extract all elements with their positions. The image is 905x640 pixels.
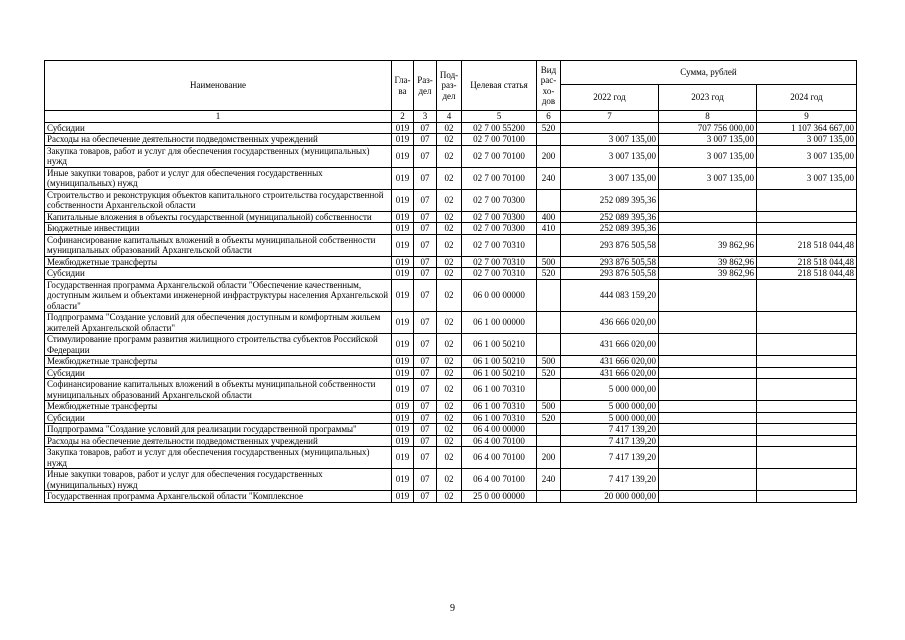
row-sum-2022: 444 083 159,20	[561, 279, 659, 312]
row-podrazdel: 02	[437, 167, 462, 189]
row-podrazdel: 02	[437, 312, 462, 334]
row-razdel: 07	[414, 268, 437, 280]
row-target: 02 7 00 70100	[462, 134, 537, 146]
row-name: Расходы на обеспечение деятельности подведомственных учреждений	[45, 134, 392, 146]
row-razdel: 07	[414, 491, 437, 503]
row-target: 06 1 00 70310	[462, 379, 537, 401]
row-vid: 520	[537, 268, 561, 280]
row-sum-2024	[757, 379, 857, 401]
table-row	[45, 167, 857, 189]
row-vid	[537, 491, 561, 503]
column-number: 2	[392, 111, 414, 123]
row-sum-2022: 3 007 135,00	[561, 167, 659, 189]
row-sum-2024	[757, 312, 857, 334]
row-glava: 019	[392, 435, 414, 447]
row-target: 02 7 00 70310	[462, 268, 537, 280]
row-name: Субсидии	[45, 268, 392, 280]
row-glava: 019	[392, 134, 414, 146]
row-name: Строительство и реконструкция объектов капитального строительства государственной собственности Архангельской области	[45, 189, 392, 211]
row-podrazdel: 02	[437, 145, 462, 167]
row-sum-2024: 3 007 135,00	[757, 145, 857, 167]
row-target: 06 1 00 50210	[462, 356, 537, 368]
table-row	[45, 223, 857, 235]
row-sum-2022: 293 876 505,58	[561, 268, 659, 280]
row-target: 02 7 00 70300	[462, 211, 537, 223]
row-sum-2024: 218 518 044,48	[757, 268, 857, 280]
row-target: 02 7 00 70310	[462, 256, 537, 268]
table-row	[45, 234, 857, 256]
row-podrazdel: 02	[437, 367, 462, 379]
table-body	[45, 122, 857, 502]
row-glava: 019	[392, 145, 414, 167]
table-row	[45, 122, 857, 134]
row-glava: 019	[392, 256, 414, 268]
row-glava: 019	[392, 268, 414, 280]
row-razdel: 07	[414, 469, 437, 491]
row-sum-2022: 7 417 139,20	[561, 447, 659, 469]
row-razdel: 07	[414, 223, 437, 235]
row-sum-2023	[659, 312, 757, 334]
row-podrazdel: 02	[437, 134, 462, 146]
row-razdel: 07	[414, 412, 437, 424]
table-row	[45, 469, 857, 491]
row-vid	[537, 312, 561, 334]
row-name: Субсидии	[45, 412, 392, 424]
row-glava: 019	[392, 223, 414, 235]
row-glava: 019	[392, 469, 414, 491]
table-row	[45, 424, 857, 436]
column-number: 8	[659, 111, 757, 123]
row-sum-2024: 218 518 044,48	[757, 256, 857, 268]
header-podrazdel: Под-раз-дел	[437, 61, 462, 111]
header-2023: 2023 год	[659, 85, 757, 111]
column-number: 1	[45, 111, 392, 123]
row-sum-2024	[757, 356, 857, 368]
row-glava: 019	[392, 447, 414, 469]
row-target: 06 0 00 00000	[462, 279, 537, 312]
row-vid: 520	[537, 367, 561, 379]
row-sum-2022: 431 666 020,00	[561, 367, 659, 379]
row-razdel: 07	[414, 122, 437, 134]
row-name: Подпрограмма "Создание условий для обеспечения доступным и комфортным жильем жителей Архангельской области"	[45, 312, 392, 334]
row-sum-2024	[757, 223, 857, 235]
row-sum-2023: 3 007 135,00	[659, 134, 757, 146]
row-sum-2024: 3 007 135,00	[757, 134, 857, 146]
row-name: Государственная программа Архангельской области "Комплексное	[45, 491, 392, 503]
row-sum-2022: 293 876 505,58	[561, 234, 659, 256]
row-glava: 019	[392, 334, 414, 356]
table-row	[45, 256, 857, 268]
row-glava: 019	[392, 279, 414, 312]
row-vid: 520	[537, 122, 561, 134]
row-sum-2024	[757, 424, 857, 436]
row-glava: 019	[392, 211, 414, 223]
row-sum-2024: 3 007 135,00	[757, 167, 857, 189]
row-target: 06 1 00 70310	[462, 401, 537, 413]
row-sum-2022: 5 000 000,00	[561, 412, 659, 424]
row-podrazdel: 02	[437, 447, 462, 469]
page-number: 9	[450, 603, 455, 614]
row-sum-2023: 39 862,96	[659, 256, 757, 268]
header-glava: Гла-ва	[392, 61, 414, 111]
row-razdel: 07	[414, 401, 437, 413]
table-row	[45, 401, 857, 413]
column-number: 6	[537, 111, 561, 123]
header-2024: 2024 год	[757, 85, 857, 111]
row-vid: 200	[537, 447, 561, 469]
row-sum-2024	[757, 401, 857, 413]
row-sum-2023	[659, 334, 757, 356]
column-number: 7	[561, 111, 659, 123]
row-podrazdel: 02	[437, 268, 462, 280]
row-sum-2024: 218 518 044,48	[757, 234, 857, 256]
row-vid: 200	[537, 145, 561, 167]
row-vid: 500	[537, 401, 561, 413]
row-podrazdel: 02	[437, 211, 462, 223]
row-sum-2023	[659, 401, 757, 413]
row-sum-2024	[757, 491, 857, 503]
row-razdel: 07	[414, 447, 437, 469]
row-name: Субсидии	[45, 122, 392, 134]
row-sum-2022: 293 876 505,58	[561, 256, 659, 268]
row-podrazdel: 02	[437, 334, 462, 356]
table-row	[45, 367, 857, 379]
row-vid	[537, 279, 561, 312]
row-sum-2023	[659, 447, 757, 469]
table-row	[45, 334, 857, 356]
row-podrazdel: 02	[437, 491, 462, 503]
row-podrazdel: 02	[437, 469, 462, 491]
row-sum-2023: 39 862,96	[659, 234, 757, 256]
row-name: Закупка товаров, работ и услуг для обеспечения государственных (муниципальных) нужд	[45, 145, 392, 167]
row-name: Софинансирование капитальных вложений в объекты муниципальной собственности муниципальных образований Архангельской области	[45, 234, 392, 256]
row-sum-2022: 5 000 000,00	[561, 379, 659, 401]
row-razdel: 07	[414, 367, 437, 379]
row-target: 02 7 00 70300	[462, 223, 537, 235]
row-sum-2024	[757, 412, 857, 424]
column-number: 9	[757, 111, 857, 123]
row-sum-2024	[757, 435, 857, 447]
row-podrazdel: 02	[437, 279, 462, 312]
row-podrazdel: 02	[437, 435, 462, 447]
table-row	[45, 211, 857, 223]
row-glava: 019	[392, 312, 414, 334]
row-vid: 400	[537, 211, 561, 223]
row-name: Бюджетные инвестиции	[45, 223, 392, 235]
row-target: 02 7 00 70100	[462, 167, 537, 189]
row-sum-2024: 1 107 364 667,00	[757, 122, 857, 134]
header-razdel: Раз-дел	[414, 61, 437, 111]
row-vid: 520	[537, 412, 561, 424]
row-name: Капитальные вложения в объекты государственной (муниципальной) собственности	[45, 211, 392, 223]
row-sum-2022: 7 417 139,20	[561, 424, 659, 436]
row-razdel: 07	[414, 356, 437, 368]
table-row	[45, 268, 857, 280]
row-sum-2022: 20 000 000,00	[561, 491, 659, 503]
row-name: Иные закупки товаров, работ и услуг для обеспечения государственных (муниципальных) нужд	[45, 167, 392, 189]
row-glava: 019	[392, 424, 414, 436]
row-razdel: 07	[414, 379, 437, 401]
row-vid	[537, 435, 561, 447]
table-row	[45, 189, 857, 211]
row-target: 25 0 00 00000	[462, 491, 537, 503]
row-glava: 019	[392, 379, 414, 401]
row-podrazdel: 02	[437, 234, 462, 256]
column-number-row	[45, 111, 857, 123]
row-podrazdel: 02	[437, 412, 462, 424]
table-row	[45, 356, 857, 368]
row-target: 06 1 00 00000	[462, 312, 537, 334]
row-name: Государственная программа Архангельской области "Обеспечение качественным, доступным жильем и объектами инженерной инфраструктуры населения Архангельской области"	[45, 279, 392, 312]
row-sum-2024	[757, 469, 857, 491]
row-sum-2023	[659, 412, 757, 424]
row-sum-2023	[659, 435, 757, 447]
header-target: Целевая статья	[462, 61, 537, 111]
row-target: 06 1 00 50210	[462, 334, 537, 356]
header-sum: Сумма, рублей	[561, 61, 857, 85]
row-name: Закупка товаров, работ и услуг для обеспечения государственных (муниципальных) нужд	[45, 447, 392, 469]
row-sum-2024	[757, 189, 857, 211]
row-target: 06 1 00 70310	[462, 412, 537, 424]
row-sum-2022: 252 089 395,36	[561, 223, 659, 235]
row-glava: 019	[392, 491, 414, 503]
row-target: 06 4 00 70100	[462, 469, 537, 491]
row-podrazdel: 02	[437, 379, 462, 401]
row-sum-2023: 39 862,96	[659, 268, 757, 280]
row-podrazdel: 02	[437, 401, 462, 413]
row-podrazdel: 02	[437, 122, 462, 134]
row-sum-2023: 707 756 000,00	[659, 122, 757, 134]
budget-table	[44, 60, 857, 503]
row-razdel: 07	[414, 134, 437, 146]
row-razdel: 07	[414, 279, 437, 312]
row-vid	[537, 234, 561, 256]
table-row	[45, 412, 857, 424]
table-row	[45, 279, 857, 312]
row-sum-2022: 3 007 135,00	[561, 134, 659, 146]
row-sum-2022: 436 666 020,00	[561, 312, 659, 334]
row-sum-2024	[757, 279, 857, 312]
header-vid: Вид рас-хо-дов	[537, 61, 561, 111]
row-glava: 019	[392, 412, 414, 424]
row-sum-2023	[659, 367, 757, 379]
row-vid: 240	[537, 167, 561, 189]
row-vid	[537, 424, 561, 436]
row-target: 02 7 00 55200	[462, 122, 537, 134]
row-sum-2022: 431 666 020,00	[561, 356, 659, 368]
row-glava: 019	[392, 356, 414, 368]
row-vid: 240	[537, 469, 561, 491]
row-sum-2022: 431 666 020,00	[561, 334, 659, 356]
row-glava: 019	[392, 167, 414, 189]
header-name: Наименование	[45, 61, 392, 111]
row-sum-2023	[659, 223, 757, 235]
row-glava: 019	[392, 189, 414, 211]
row-name: Межбюджетные трансферты	[45, 256, 392, 268]
row-glava: 019	[392, 122, 414, 134]
row-name: Иные закупки товаров, работ и услуг для обеспечения государственных (муниципальных) нужд	[45, 469, 392, 491]
row-sum-2024	[757, 334, 857, 356]
table-row	[45, 435, 857, 447]
row-vid: 500	[537, 356, 561, 368]
row-name: Субсидии	[45, 367, 392, 379]
row-razdel: 07	[414, 435, 437, 447]
row-sum-2024	[757, 447, 857, 469]
row-razdel: 07	[414, 424, 437, 436]
row-sum-2022: 7 417 139,20	[561, 435, 659, 447]
row-sum-2023	[659, 424, 757, 436]
row-name: Стимулирование программ развития жилищного строительства субъектов Российской Федерации	[45, 334, 392, 356]
row-podrazdel: 02	[437, 256, 462, 268]
row-sum-2022: 252 089 395,36	[561, 189, 659, 211]
row-podrazdel: 02	[437, 424, 462, 436]
table-row	[45, 491, 857, 503]
row-sum-2023	[659, 379, 757, 401]
row-sum-2023	[659, 469, 757, 491]
row-sum-2023	[659, 189, 757, 211]
row-sum-2022: 5 000 000,00	[561, 401, 659, 413]
row-glava: 019	[392, 234, 414, 256]
table-row	[45, 447, 857, 469]
row-razdel: 07	[414, 145, 437, 167]
row-target: 06 4 00 70100	[462, 447, 537, 469]
row-podrazdel: 02	[437, 356, 462, 368]
row-name: Подпрограмма "Создание условий для реализации государственной программы"	[45, 424, 392, 436]
row-sum-2023	[659, 356, 757, 368]
row-sum-2022	[561, 122, 659, 134]
row-sum-2022: 3 007 135,00	[561, 145, 659, 167]
row-sum-2024	[757, 367, 857, 379]
row-target: 02 7 00 70300	[462, 189, 537, 211]
table-row	[45, 379, 857, 401]
row-razdel: 07	[414, 189, 437, 211]
row-vid	[537, 189, 561, 211]
row-name: Софинансирование капитальных вложений в объекты муниципальной собственности муниципальных образований Архангельской области	[45, 379, 392, 401]
row-sum-2024	[757, 211, 857, 223]
row-vid	[537, 334, 561, 356]
row-target: 06 1 00 50210	[462, 367, 537, 379]
row-razdel: 07	[414, 167, 437, 189]
table-row	[45, 312, 857, 334]
row-target: 02 7 00 70310	[462, 234, 537, 256]
table-row	[45, 134, 857, 146]
row-name: Межбюджетные трансферты	[45, 356, 392, 368]
row-sum-2022: 7 417 139,20	[561, 469, 659, 491]
row-razdel: 07	[414, 234, 437, 256]
row-razdel: 07	[414, 256, 437, 268]
row-sum-2022: 252 089 395,36	[561, 211, 659, 223]
row-podrazdel: 02	[437, 189, 462, 211]
row-glava: 019	[392, 401, 414, 413]
row-sum-2023	[659, 211, 757, 223]
row-vid: 500	[537, 256, 561, 268]
column-number: 4	[437, 111, 462, 123]
header-2022: 2022 год	[561, 85, 659, 111]
column-number: 5	[462, 111, 537, 123]
row-glava: 019	[392, 367, 414, 379]
row-target: 06 4 00 70100	[462, 435, 537, 447]
row-vid: 410	[537, 223, 561, 235]
column-number: 3	[414, 111, 437, 123]
row-razdel: 07	[414, 334, 437, 356]
table-row	[45, 145, 857, 167]
row-razdel: 07	[414, 211, 437, 223]
row-target: 02 7 00 70100	[462, 145, 537, 167]
row-sum-2023	[659, 279, 757, 312]
row-target: 06 4 00 00000	[462, 424, 537, 436]
row-name: Расходы на обеспечение деятельности подведомственных учреждений	[45, 435, 392, 447]
row-vid	[537, 134, 561, 146]
row-razdel: 07	[414, 312, 437, 334]
row-sum-2023	[659, 491, 757, 503]
row-sum-2023: 3 007 135,00	[659, 167, 757, 189]
row-sum-2023: 3 007 135,00	[659, 145, 757, 167]
row-name: Межбюджетные трансферты	[45, 401, 392, 413]
row-podrazdel: 02	[437, 223, 462, 235]
row-vid	[537, 379, 561, 401]
